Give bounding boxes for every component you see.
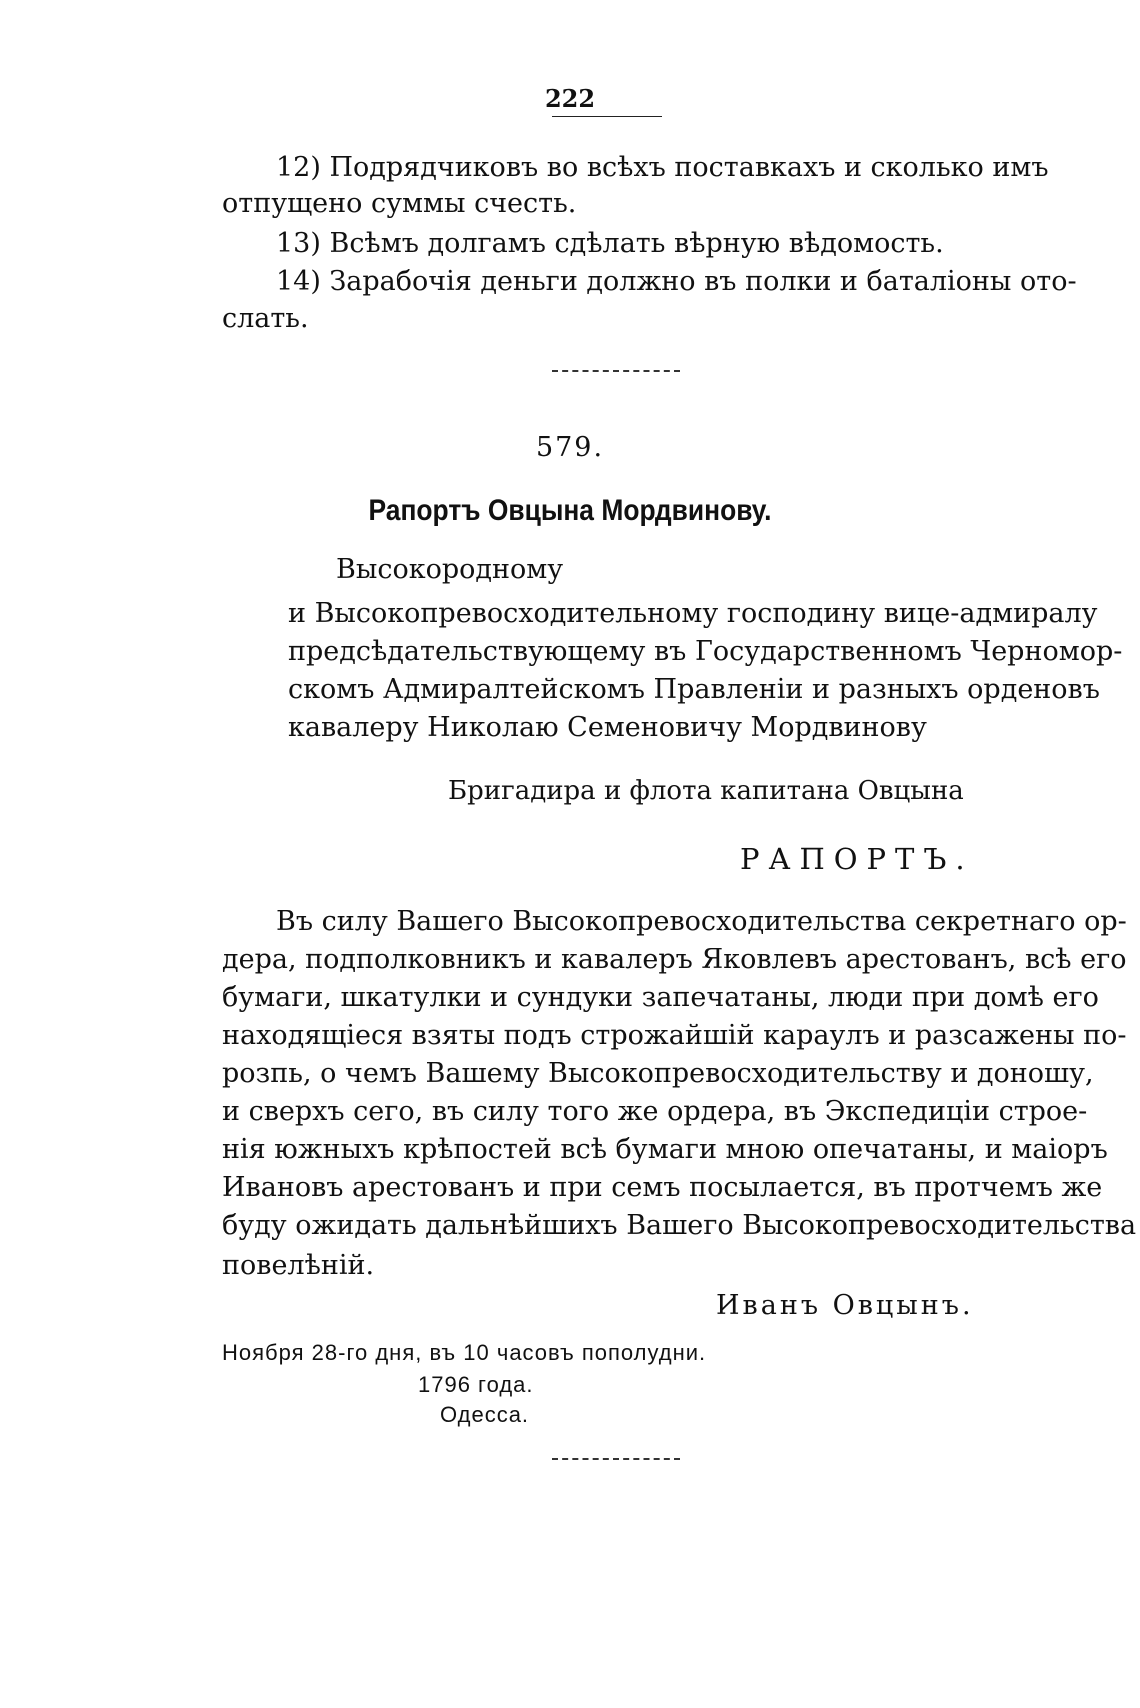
report-from: Бригадира и флота капитана Овцына <box>448 776 964 806</box>
body-line-9: буду ожидать дальнѣйшихъ Вашего Высокопревосходительства <box>222 1210 1137 1241</box>
body-line-1: Въ силу Вашего Высокопревосходительства секретнаго ор- <box>276 906 1127 937</box>
list-item-14-line-2: слать. <box>222 303 309 334</box>
address-line-5: кавалеру Николаю Семеновичу Мордвинову <box>288 712 927 743</box>
signature: Иванъ Овцынъ. <box>716 1290 974 1321</box>
body-line-4: находящіеся взяты подъ строжайшій караулъ и разсажены по- <box>222 1020 1127 1051</box>
end-separator <box>552 1458 680 1460</box>
body-line-2: дера, подполковникъ и кавалеръ Яковлевъ арестованъ, всѣ его <box>222 944 1127 975</box>
list-item-13: 13) Всѣмъ долгамъ сдѣлать вѣрную вѣдомость. <box>276 228 944 259</box>
date-line: Ноября 28-го дня, въ 10 часовъ пополудни. <box>222 1340 707 1365</box>
address-line-4: скомъ Адмиралтейскомъ Правленіи и разныхъ орденовъ <box>288 674 1100 705</box>
document-number: 579. <box>535 432 605 463</box>
address-line-2: и Высокопревосходительному господину вице-адмиралу <box>288 598 1098 629</box>
body-line-6: и сверхъ сего, въ силу того же ордера, въ Экспедиціи строе- <box>222 1096 1088 1127</box>
body-line-3: бумаги, шкатулки и сундуки запечатаны, люди при домѣ его <box>222 982 1099 1013</box>
page-number: 222 <box>544 84 596 113</box>
list-item-14-line-1: 14) Зарабочія деньги должно въ полки и баталіоны ото- <box>276 266 1077 297</box>
address-line-3: предсѣдательствующему въ Государственномъ Черномор- <box>288 636 1123 667</box>
place-line: Одесса. <box>440 1402 530 1427</box>
section-separator <box>552 370 680 372</box>
document-title: Рапортъ Овцына Мордвинову. <box>368 494 772 527</box>
list-item-12-line-1: 12) Подрядчиковъ во всѣхъ поставкахъ и сколько имъ <box>276 152 1049 183</box>
report-heading: РАПОРТЪ. <box>740 842 974 876</box>
list-item-12-line-2: отпущено суммы счесть. <box>222 188 577 219</box>
body-line-7: нія южныхъ крѣпостей всѣ бумаги мною опечатаны, и маіоръ <box>222 1134 1108 1165</box>
year-line: 1796 года. <box>418 1372 534 1397</box>
body-line-5: розпь, о чемъ Вашему Высокопревосходительству и доношу, <box>222 1058 1094 1089</box>
page-number-rule <box>552 116 662 117</box>
address-line-1: Высокородному <box>336 554 564 585</box>
body-line-10: повелѣній. <box>222 1250 375 1281</box>
body-line-8: Ивановъ арестованъ и при семъ посылается, въ протчемъ же <box>222 1172 1103 1203</box>
